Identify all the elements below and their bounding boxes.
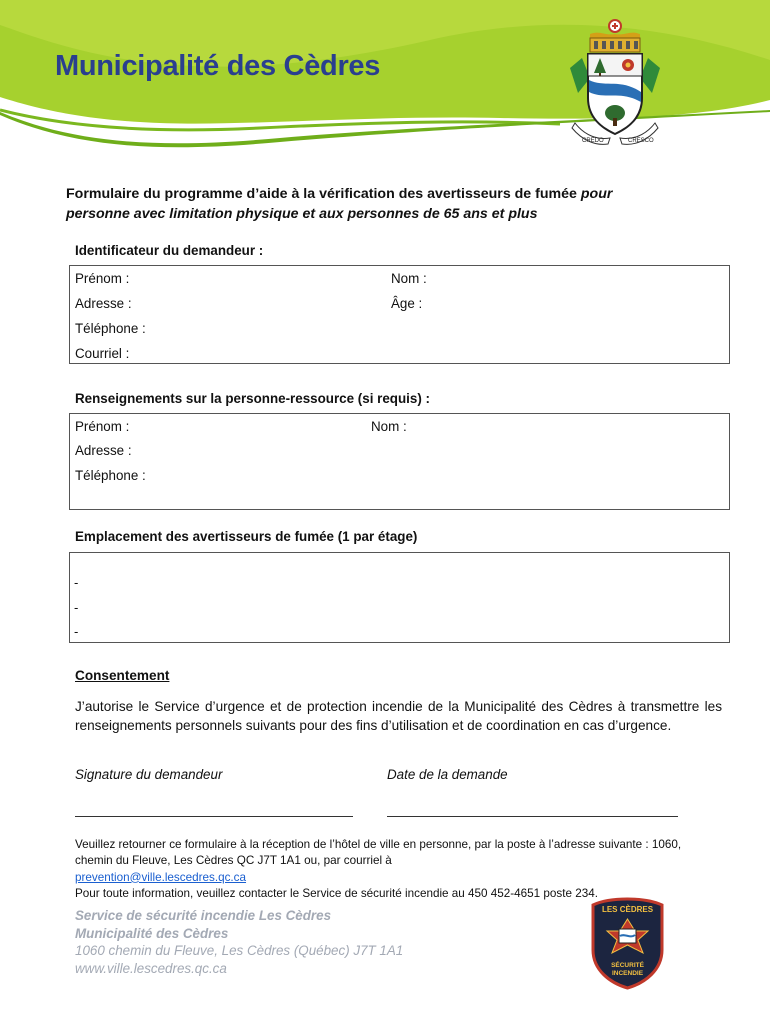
form-title-bold: Formulaire du programme d’aide à la vérification des avertisseurs de fumée — [66, 186, 577, 202]
contact-municipality: Municipalité des Cèdres — [75, 926, 229, 941]
applicant-heading: Identificateur du demandeur : — [75, 243, 264, 258]
contact-person-heading: Renseignements sur la personne-ressource (si requis) : — [75, 391, 430, 406]
contact-website: www.ville.lescedres.qc.ca — [75, 961, 227, 976]
badge-bottom-text-1: SÉCURITÉ — [611, 962, 644, 969]
contact-address: 1060 chemin du Fleuve, Les Cèdres (Québec) J7T 1A1 — [75, 943, 404, 958]
detector-line-1[interactable]: - — [74, 575, 79, 590]
detector-line-3[interactable]: - — [74, 624, 79, 639]
contact-service: Service de sécurité incendie Les Cèdres — [75, 908, 332, 923]
prevention-email-link[interactable]: prevention@ville.lescedres.qc.ca — [75, 870, 247, 884]
date-label: Date de la demande — [387, 767, 508, 782]
municipality-brand-title: Municipalité des Cèdres — [55, 50, 381, 82]
contact-address-field[interactable]: Adresse : — [75, 443, 132, 458]
crest-motto-left: CREDO — [582, 138, 604, 144]
consent-text: J’autorise le Service d’urgence et de protection incendie de la Municipalité des Cèdres à transmettre les renseignements personnels suivants pour des fins d’utilisation et de coordination en cas d’urgence. — [75, 699, 722, 733]
applicant-address-field[interactable]: Adresse : — [75, 296, 132, 311]
applicant-email-field[interactable]: Courriel : — [75, 346, 130, 361]
return-text: Veuillez retourner ce formulaire à la réception de l’hôtel de ville en personne, par la poste à l’adresse suivante : 1060, chemin du Fleuve, Les Cèdres QC J7T 1A1 ou, par courriel à — [75, 838, 682, 868]
detector-line-2[interactable]: - — [74, 600, 79, 615]
contact-last-name-field[interactable]: Nom : — [371, 419, 407, 434]
applicant-first-name-field[interactable]: Prénom : — [75, 271, 130, 286]
applicant-last-name-field[interactable]: Nom : — [391, 271, 427, 286]
signature-label: Signature du demandeur — [75, 767, 223, 782]
fire-department-badge-icon — [585, 895, 670, 990]
form-title-line1 — [66, 184, 612, 204]
badge-top-text: LES CÈDRES — [601, 905, 654, 914]
signature-line[interactable] — [75, 816, 353, 817]
applicant-phone-field[interactable]: Téléphone : — [75, 321, 146, 336]
info-text: Pour toute information, veuillez contacter le Service de sécurité incendie au 450 452-4651 poste 234. — [75, 886, 599, 900]
detectors-heading: Emplacement des avertisseurs de fumée (1 par étage) — [75, 529, 418, 544]
contact-phone-field[interactable]: Téléphone : — [75, 468, 146, 483]
form-title-italic-word: pour — [580, 186, 613, 202]
date-line[interactable] — [387, 816, 678, 817]
consent-heading: Consentement — [75, 668, 170, 683]
badge-bottom-text-2: INCENDIE — [611, 970, 644, 977]
detectors-box[interactable] — [69, 552, 730, 643]
crest-motto-right: CRESCO — [628, 138, 654, 144]
form-title-line2: personne avec limitation physique et aux personnes de 65 ans et plus — [66, 206, 538, 222]
return-instructions — [75, 837, 705, 902]
contact-first-name-field[interactable]: Prénom : — [75, 419, 130, 434]
applicant-age-field[interactable]: Âge : — [391, 296, 423, 311]
municipal-crest-icon — [560, 18, 670, 153]
